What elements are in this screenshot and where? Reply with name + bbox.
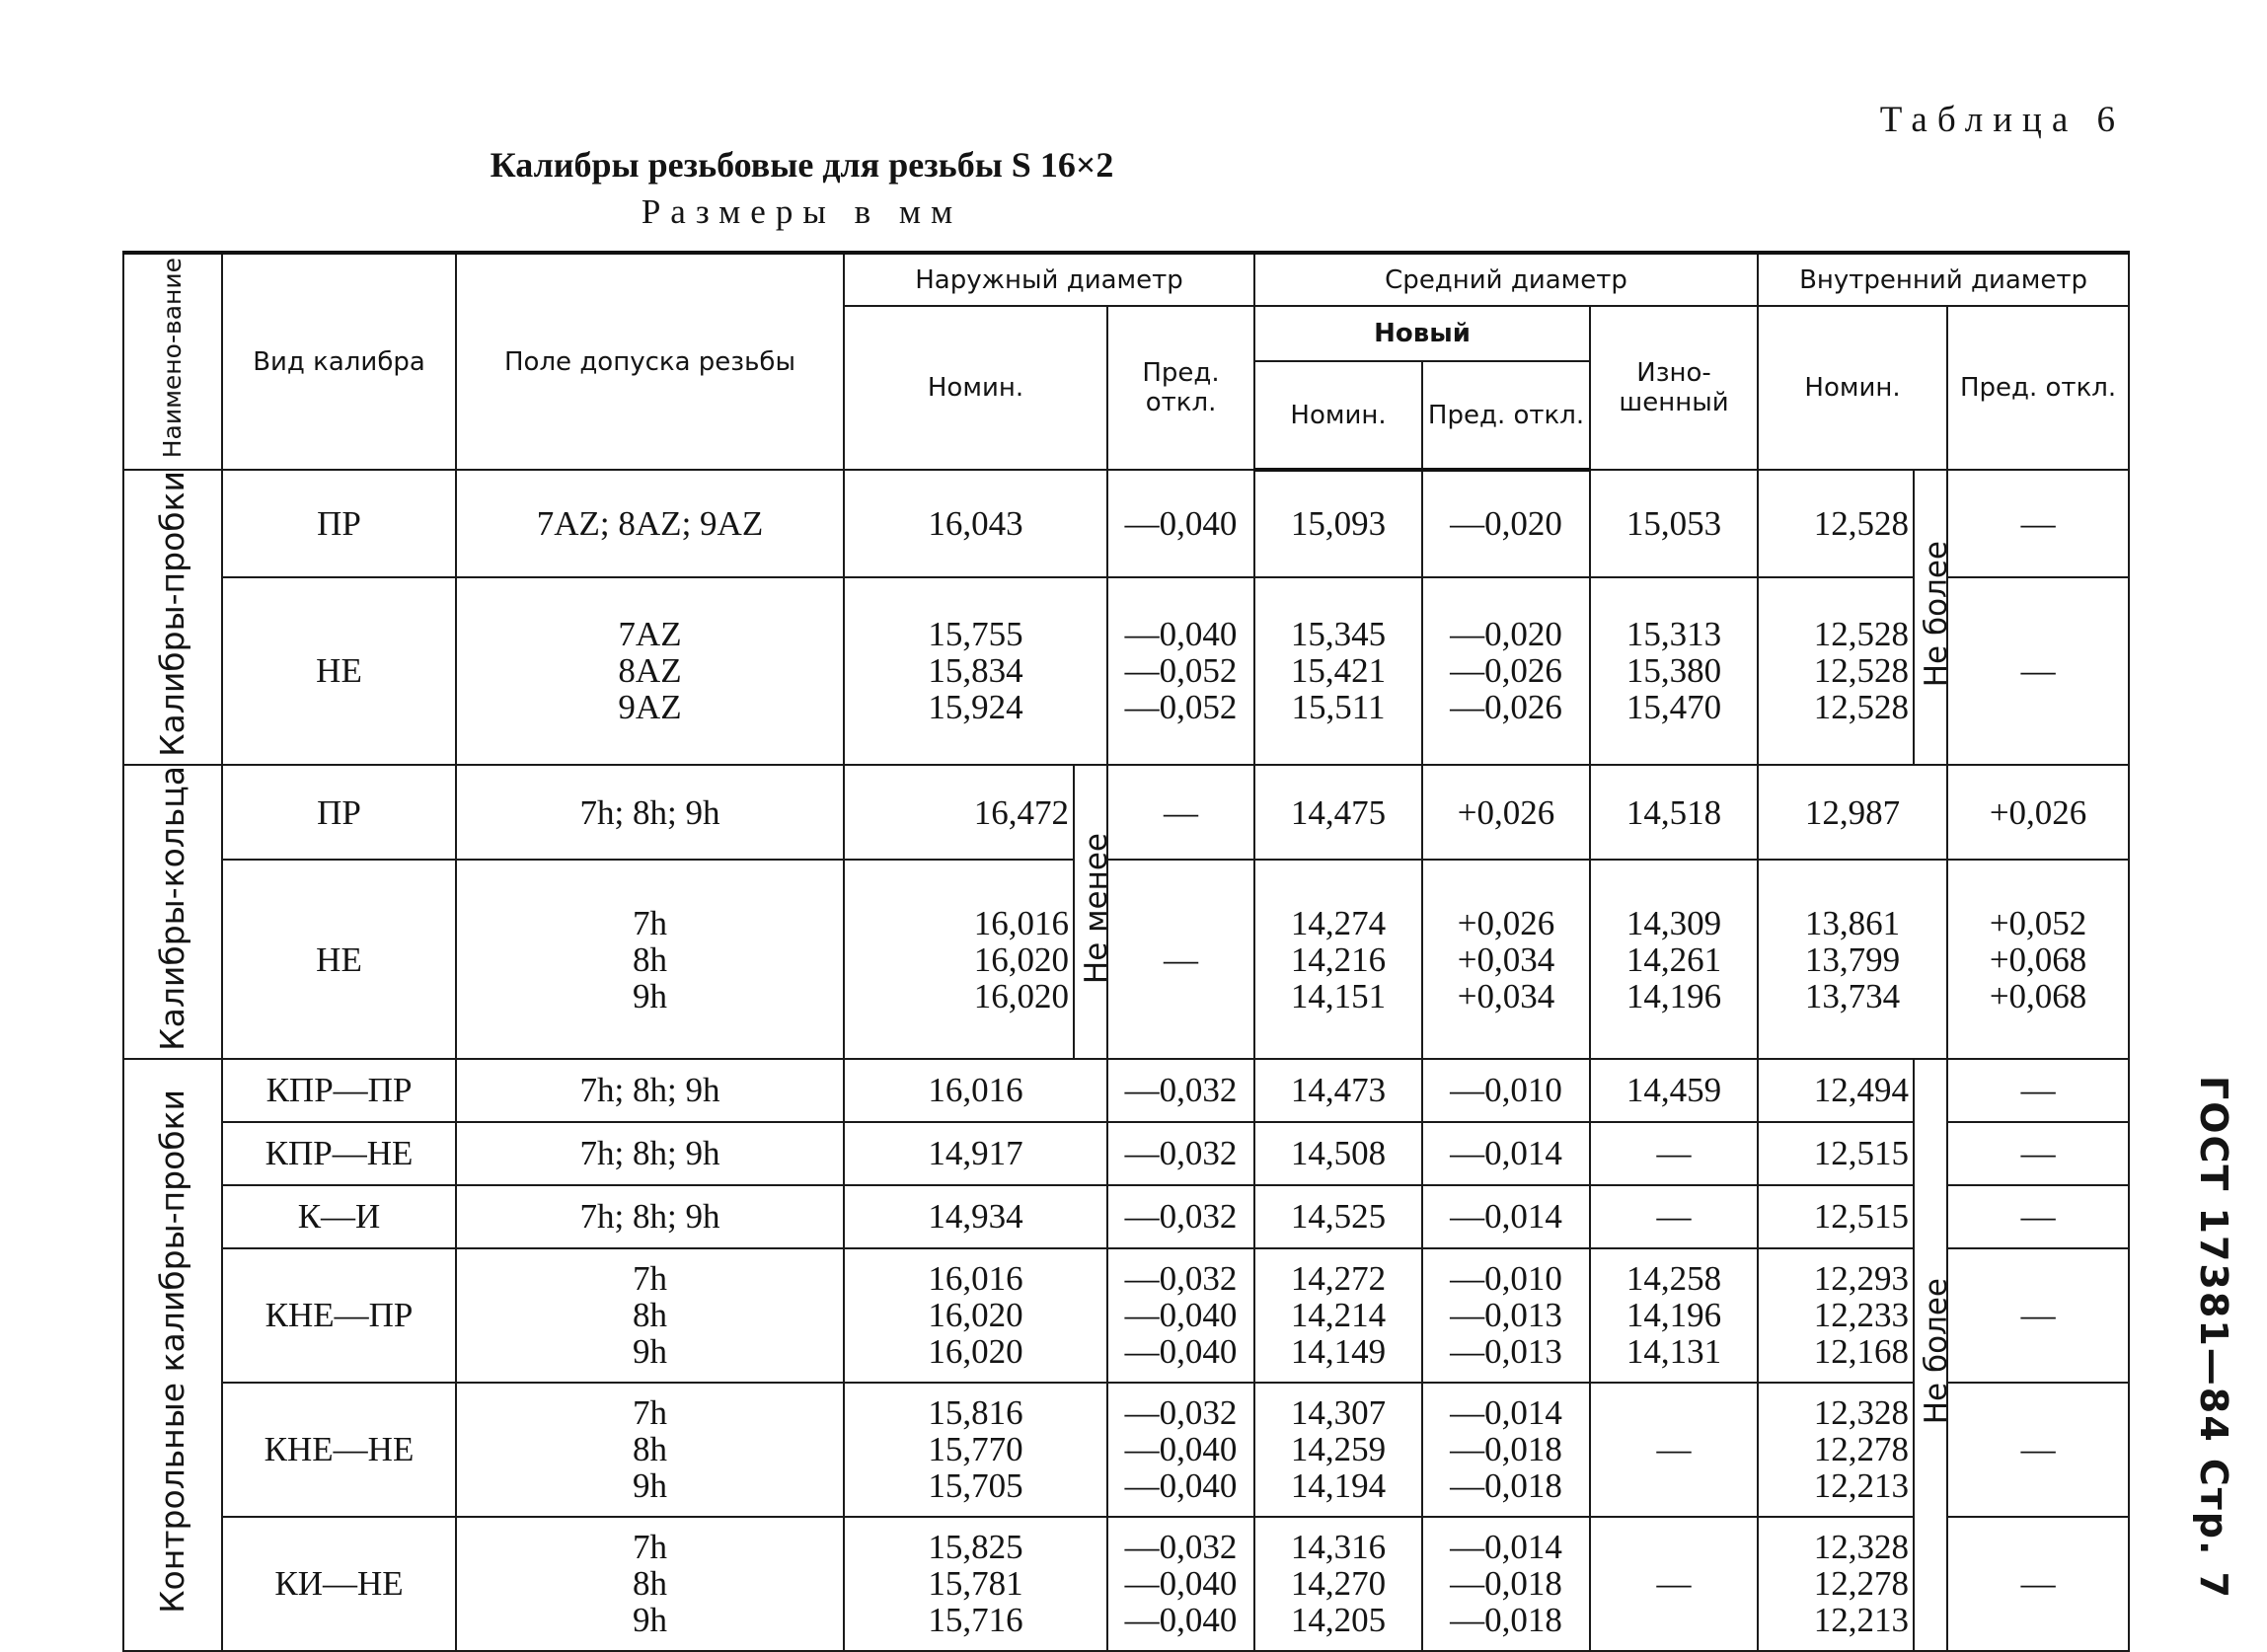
cell-value: 14,508 xyxy=(1290,1134,1387,1173)
table-row xyxy=(123,765,2129,861)
header-outer-nominal: Номин. xyxy=(844,306,1107,470)
cell-value: —0,032 xyxy=(1124,1071,1238,1110)
cell-md xyxy=(1422,577,1590,765)
cell-id xyxy=(1947,1248,2129,1383)
cell-value: 14,307 xyxy=(1290,1393,1387,1433)
group-rings: Калибры-кольца xyxy=(123,765,222,1059)
cell-on xyxy=(844,765,1074,861)
cell-value: —0,052 xyxy=(1124,651,1238,691)
cell-value: —0,032 xyxy=(1124,1197,1238,1237)
cell-value: 12,494 xyxy=(1813,1071,1910,1110)
note-ne-bolee: Не более xyxy=(1914,1059,1947,1651)
cell-id xyxy=(1947,577,2129,765)
header-middle-deviation: Пред. откл. xyxy=(1422,361,1590,470)
cell-od xyxy=(1107,1185,1254,1248)
cell-value: 12,213 xyxy=(1813,1601,1910,1640)
cell-value: 7h; 8h; 9h xyxy=(579,1071,720,1110)
cell-od xyxy=(1107,765,1254,861)
cell-od xyxy=(1107,577,1254,765)
table-label: Таблица 6 xyxy=(1879,100,2125,140)
cell-value: +0,068 xyxy=(1989,976,2087,1015)
cell-pole xyxy=(456,1122,844,1185)
cell-value: 9h xyxy=(633,1332,667,1372)
cell-value: 14,258 xyxy=(1625,1259,1722,1299)
header-middle-worn: Изно-шенный xyxy=(1590,306,1758,470)
cell-value: —0,020 xyxy=(1450,504,1562,544)
cell-value: 16,472 xyxy=(973,792,1069,832)
cell-value: —0,010 xyxy=(1450,1071,1562,1110)
cell-value: 12,278 xyxy=(1813,1564,1910,1604)
cell-value: —0,013 xyxy=(1450,1332,1562,1372)
header-outer-deviation: Пред. откл. xyxy=(1107,306,1254,470)
cell-value: +0,052 xyxy=(1989,903,2087,942)
cell-value: —0,018 xyxy=(1450,1564,1562,1604)
cell-in xyxy=(1758,1059,1914,1122)
cell-value: —0,040 xyxy=(1124,1601,1238,1640)
cell-value: 7h; 8h; 9h xyxy=(579,1197,720,1237)
cell-value: 14,525 xyxy=(1290,1197,1387,1237)
cell-value: 15,511 xyxy=(1291,688,1386,727)
cell-value: 7h xyxy=(633,1259,667,1299)
cell-od xyxy=(1107,860,1254,1058)
table-row xyxy=(123,1059,2129,1122)
cell-mw xyxy=(1590,470,1758,577)
cell-on xyxy=(844,1122,1107,1185)
cell-value: 15,834 xyxy=(928,651,1023,691)
cell-on xyxy=(844,860,1074,1058)
table-body xyxy=(123,470,2129,1651)
cell-value: 14,272 xyxy=(1290,1259,1387,1299)
cell-on xyxy=(844,1517,1107,1651)
header-pole-dopuska: Поле допуска резьбы xyxy=(456,253,844,470)
cell-md xyxy=(1422,1517,1590,1651)
cell-value: 14,214 xyxy=(1290,1296,1387,1335)
cell-value: +0,068 xyxy=(1989,939,2087,979)
cell-vid: КПР—НЕ xyxy=(222,1122,456,1185)
header-naimenovanie: Наимено-вание xyxy=(123,253,222,470)
cell-mw xyxy=(1590,1059,1758,1122)
cell-value: —0,040 xyxy=(1124,1296,1238,1335)
cell-value: 16,043 xyxy=(928,503,1023,543)
cell-md xyxy=(1422,765,1590,861)
cell-value: 8h xyxy=(633,1564,667,1604)
cell-value: 15,770 xyxy=(928,1430,1023,1469)
cell-value: 14,934 xyxy=(928,1197,1023,1237)
cell-value: 15,093 xyxy=(1290,504,1387,544)
cell-value: — xyxy=(1656,1430,1692,1469)
cell-value: 7h; 8h; 9h xyxy=(579,792,720,832)
cell-mn xyxy=(1254,470,1422,577)
cell-value: —0,040 xyxy=(1124,615,1238,654)
cell-value: 12,213 xyxy=(1813,1466,1910,1506)
cell-value: +0,034 xyxy=(1457,976,1555,1015)
cell-value: —0,040 xyxy=(1124,503,1238,543)
cell-value: 15,924 xyxy=(928,688,1023,727)
cell-od xyxy=(1107,470,1254,577)
cell-value: 13,861 xyxy=(1804,903,1901,942)
cell-in xyxy=(1758,1185,1914,1248)
cell-vid: НЕ xyxy=(222,577,456,765)
cell-value: 14,131 xyxy=(1625,1332,1722,1372)
cell-value: 14,274 xyxy=(1290,903,1387,942)
group-control: Контрольные калибры-пробки xyxy=(123,1059,222,1651)
cell-value: —0,014 xyxy=(1450,1393,1562,1433)
cell-value: 15,345 xyxy=(1290,615,1387,654)
cell-id xyxy=(1947,1517,2129,1651)
cell-mw xyxy=(1590,1517,1758,1651)
cell-md xyxy=(1422,1185,1590,1248)
note-ne-menee: Не менее xyxy=(1074,765,1107,1059)
cell-value: —0,026 xyxy=(1450,651,1562,691)
page-title: Калибры резьбовые для резьбы S 16×2 xyxy=(490,145,1114,185)
cell-value: 14,205 xyxy=(1290,1601,1387,1640)
cell-value: 12,528 xyxy=(1813,688,1910,727)
cell-value: — xyxy=(2020,1134,2056,1173)
header-inner-diameter: Внутренний диаметр xyxy=(1758,253,2129,306)
cell-mw xyxy=(1590,1122,1758,1185)
cell-value: —0,052 xyxy=(1124,688,1238,727)
cell-in xyxy=(1758,1248,1914,1383)
cell-value: 7h; 8h; 9h xyxy=(579,1134,720,1173)
table-row xyxy=(123,860,2129,1058)
cell-od xyxy=(1107,1248,1254,1383)
cell-value: 14,518 xyxy=(1625,792,1722,832)
cell-value: —0,032 xyxy=(1124,1259,1238,1299)
cell-value: 16,020 xyxy=(973,939,1069,979)
cell-pole xyxy=(456,1185,844,1248)
table-row xyxy=(123,1517,2129,1651)
cell-value: — xyxy=(2020,651,2056,691)
cell-value: 15,380 xyxy=(1625,651,1722,691)
cell-value: 14,259 xyxy=(1290,1430,1387,1469)
cell-value: 14,316 xyxy=(1290,1528,1387,1567)
cell-value: 16,016 xyxy=(928,1259,1023,1299)
cell-value: 16,020 xyxy=(973,976,1069,1015)
cell-value: —0,018 xyxy=(1450,1601,1562,1640)
cell-value: +0,026 xyxy=(1989,792,2087,832)
cell-value: —0,040 xyxy=(1124,1430,1238,1469)
cell-md xyxy=(1422,1059,1590,1122)
cell-pole xyxy=(456,1383,844,1517)
cell-value: — xyxy=(1164,792,1199,832)
cell-value: 7AZ; 8AZ; 9AZ xyxy=(536,503,764,543)
cell-value: 12,515 xyxy=(1813,1134,1910,1173)
table-row xyxy=(123,1248,2129,1383)
cell-pole xyxy=(456,860,844,1058)
cell-value: +0,026 xyxy=(1457,903,1555,942)
cell-vid: НЕ xyxy=(222,860,456,1058)
cell-on xyxy=(844,1383,1107,1517)
cell-value: +0,026 xyxy=(1457,792,1555,832)
cell-mw xyxy=(1590,1383,1758,1517)
cell-value: 15,053 xyxy=(1625,503,1722,543)
cell-md xyxy=(1422,860,1590,1058)
cell-value: — xyxy=(2020,1564,2056,1604)
cell-value: 14,270 xyxy=(1290,1564,1387,1604)
cell-mw xyxy=(1590,1185,1758,1248)
cell-mn xyxy=(1254,1383,1422,1517)
cell-md xyxy=(1422,1383,1590,1517)
cell-value: —0,020 xyxy=(1450,615,1562,654)
cell-pole xyxy=(456,577,844,765)
cell-value: —0,018 xyxy=(1450,1430,1562,1469)
cell-value: 15,825 xyxy=(928,1528,1023,1567)
header-vid-kalibra: Вид калибра xyxy=(222,253,456,470)
cell-vid: КПР—ПР xyxy=(222,1059,456,1122)
cell-value: 14,196 xyxy=(1625,1296,1722,1335)
cell-value: — xyxy=(1164,939,1199,979)
cell-mn xyxy=(1254,1185,1422,1248)
cell-value: —0,014 xyxy=(1450,1197,1562,1237)
cell-value: 9h xyxy=(633,1466,667,1506)
cell-value: 12,328 xyxy=(1813,1528,1910,1567)
cell-value: 16,016 xyxy=(928,1071,1023,1110)
cell-value: —0,032 xyxy=(1124,1134,1238,1173)
cell-pole xyxy=(456,1248,844,1383)
cell-value: 14,216 xyxy=(1290,939,1387,979)
cell-value: 12,528 xyxy=(1813,615,1910,654)
cell-value: — xyxy=(2020,1197,2056,1237)
cell-vid: ПР xyxy=(222,765,456,861)
cell-value: — xyxy=(1656,1197,1692,1237)
cell-mw xyxy=(1590,1248,1758,1383)
cell-id xyxy=(1947,470,2129,577)
cell-value: — xyxy=(2020,1430,2056,1469)
cell-value: 16,020 xyxy=(928,1332,1023,1372)
cell-mn xyxy=(1254,1059,1422,1122)
cell-value: 9h xyxy=(633,976,667,1015)
side-reference: ГОСТ 17381—84 Стр. 7 xyxy=(2192,1076,2235,1601)
cell-value: 15,716 xyxy=(928,1601,1023,1640)
cell-od xyxy=(1107,1517,1254,1651)
cell-value: — xyxy=(2020,503,2056,543)
cell-mn xyxy=(1254,1248,1422,1383)
cell-value: 15,470 xyxy=(1625,688,1722,727)
cell-vid: КНЕ—НЕ xyxy=(222,1383,456,1517)
cell-value: 15,755 xyxy=(928,615,1023,654)
cell-md xyxy=(1422,1122,1590,1185)
note-ne-bolee: Не более xyxy=(1914,470,1947,765)
table-row xyxy=(123,470,2129,577)
cell-value: —0,026 xyxy=(1450,688,1562,727)
cell-value: 8h xyxy=(633,1296,667,1335)
cell-in xyxy=(1758,1517,1914,1651)
cell-value: 12,278 xyxy=(1813,1430,1910,1469)
cell-id xyxy=(1947,1059,2129,1122)
header-outer-diameter: Наружный диаметр xyxy=(844,253,1254,306)
cell-in xyxy=(1758,577,1914,765)
cell-value: — xyxy=(1656,1564,1692,1604)
cell-mw xyxy=(1590,765,1758,861)
cell-pole xyxy=(456,1517,844,1651)
cell-id xyxy=(1947,1383,2129,1517)
cell-value: 9AZ xyxy=(618,688,682,727)
header-inner-deviation: Пред. откл. xyxy=(1947,306,2129,470)
cell-value: 14,917 xyxy=(928,1134,1023,1173)
cell-value: — xyxy=(2020,1296,2056,1335)
cell-value: 13,799 xyxy=(1804,939,1901,979)
cell-value: 13,734 xyxy=(1804,976,1901,1015)
table-row xyxy=(123,1383,2129,1517)
header-middle-new: Новый xyxy=(1254,306,1590,361)
cell-value: 14,473 xyxy=(1290,1071,1387,1110)
cell-value: 14,151 xyxy=(1290,976,1387,1015)
cell-in xyxy=(1758,765,1947,861)
cell-on xyxy=(844,1059,1107,1122)
cell-value: 8AZ xyxy=(618,651,682,691)
cell-value: —0,032 xyxy=(1124,1393,1238,1433)
cell-value: —0,013 xyxy=(1450,1296,1562,1335)
cell-mw xyxy=(1590,860,1758,1058)
cell-value: 16,016 xyxy=(973,903,1069,942)
cell-mn xyxy=(1254,1122,1422,1185)
cell-vid: К—И xyxy=(222,1185,456,1248)
cell-value: 7h xyxy=(633,903,667,942)
cell-value: 14,261 xyxy=(1625,939,1722,979)
cell-mn xyxy=(1254,765,1422,861)
header-middle-diameter: Средний диаметр xyxy=(1254,253,1758,306)
cell-value: 12,168 xyxy=(1813,1332,1910,1372)
cell-md xyxy=(1422,1248,1590,1383)
cell-mn xyxy=(1254,1517,1422,1651)
cell-in xyxy=(1758,860,1947,1058)
cell-on xyxy=(844,470,1107,577)
cell-od xyxy=(1107,1122,1254,1185)
cell-value: 14,309 xyxy=(1625,903,1722,942)
cell-pole xyxy=(456,765,844,861)
cell-value: 9h xyxy=(633,1601,667,1640)
cell-value: 12,528 xyxy=(1813,651,1910,691)
cell-value: —0,018 xyxy=(1450,1466,1562,1506)
cell-value: —0,032 xyxy=(1124,1528,1238,1567)
cell-mn xyxy=(1254,860,1422,1058)
cell-value: —0,040 xyxy=(1124,1466,1238,1506)
cell-pole xyxy=(456,1059,844,1122)
cell-value: —0,014 xyxy=(1450,1134,1562,1173)
cell-in xyxy=(1758,1383,1914,1517)
subtitle: Размеры в мм xyxy=(641,192,963,231)
cell-value: 12,987 xyxy=(1804,792,1901,832)
cell-value: 15,313 xyxy=(1625,615,1722,654)
cell-value: 7h xyxy=(633,1393,667,1433)
cell-value: 15,705 xyxy=(928,1466,1023,1506)
cell-on xyxy=(844,1248,1107,1383)
table-row xyxy=(123,1185,2129,1248)
group-plugs: Калибры-пробки xyxy=(123,470,222,765)
cell-mn xyxy=(1254,577,1422,765)
cell-mw xyxy=(1590,577,1758,765)
cell-value: — xyxy=(2020,1071,2056,1110)
cell-pole xyxy=(456,470,844,577)
cell-vid: ПР xyxy=(222,470,456,577)
table-row xyxy=(123,1122,2129,1185)
cell-value: 14,149 xyxy=(1290,1332,1387,1372)
cell-id xyxy=(1947,860,2129,1058)
cell-vid: КИ—НЕ xyxy=(222,1517,456,1651)
cell-value: 14,194 xyxy=(1290,1466,1387,1506)
cell-vid: КНЕ—ПР xyxy=(222,1248,456,1383)
table-row xyxy=(123,577,2129,765)
cell-value: 12,328 xyxy=(1813,1393,1910,1433)
cell-value: 14,196 xyxy=(1625,976,1722,1015)
cell-value: 16,020 xyxy=(928,1296,1023,1335)
cell-id xyxy=(1947,1185,2129,1248)
cell-value: —0,040 xyxy=(1124,1332,1238,1372)
cell-value: — xyxy=(1656,1134,1692,1173)
cell-value: —0,010 xyxy=(1450,1259,1562,1299)
cell-value: 12,293 xyxy=(1813,1259,1910,1299)
cell-id xyxy=(1947,765,2129,861)
cell-value: —0,014 xyxy=(1450,1528,1562,1567)
cell-in xyxy=(1758,1122,1914,1185)
cell-value: 12,515 xyxy=(1813,1197,1910,1237)
cell-on xyxy=(844,1185,1107,1248)
cell-od xyxy=(1107,1059,1254,1122)
cell-id xyxy=(1947,1122,2129,1185)
cell-md xyxy=(1422,470,1590,577)
cell-value: 8h xyxy=(633,939,667,979)
cell-value: 8h xyxy=(633,1430,667,1469)
cell-in xyxy=(1758,470,1914,577)
header-inner-nominal: Номин. xyxy=(1758,306,1947,470)
cell-value: 7h xyxy=(633,1528,667,1567)
cell-value: +0,034 xyxy=(1457,939,1555,979)
cell-value: 15,781 xyxy=(928,1564,1023,1604)
header-middle-nominal: Номин. xyxy=(1254,361,1422,470)
cell-od xyxy=(1107,1383,1254,1517)
cell-on xyxy=(844,577,1107,765)
cell-value: —0,040 xyxy=(1124,1564,1238,1604)
cell-value: 12,528 xyxy=(1813,503,1910,543)
cell-value: 15,421 xyxy=(1290,651,1387,691)
cell-value: 7AZ xyxy=(618,615,682,654)
gauge-table xyxy=(122,251,2128,1652)
cell-value: 12,233 xyxy=(1813,1296,1910,1335)
cell-value: 15,816 xyxy=(928,1393,1023,1433)
cell-value: 14,459 xyxy=(1625,1071,1722,1110)
cell-value: 14,475 xyxy=(1290,792,1387,832)
